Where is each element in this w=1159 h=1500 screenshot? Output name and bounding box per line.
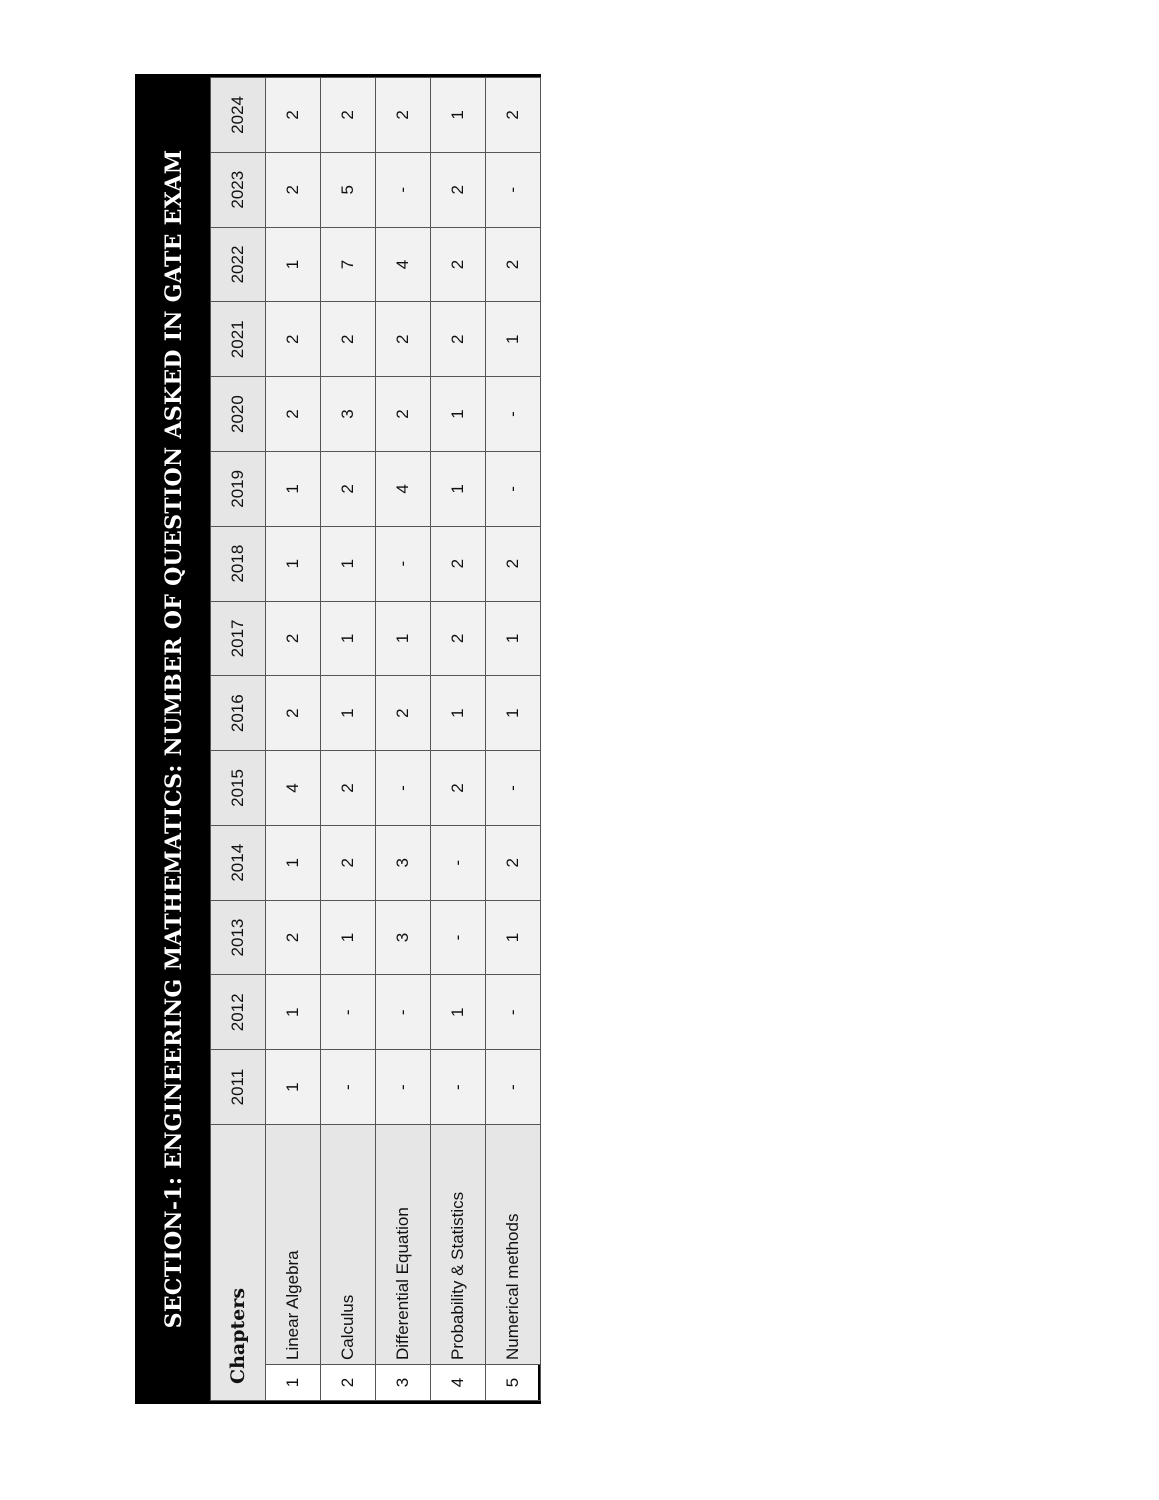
- year-header: 2016: [211, 676, 266, 751]
- gate-question-table-sheet: [135, 74, 541, 1404]
- question-count-cell: 2: [431, 751, 486, 826]
- year-header: 2018: [211, 526, 266, 601]
- question-count-cell: -: [486, 451, 541, 526]
- row-number: 1: [266, 1365, 321, 1401]
- year-header: 2022: [211, 227, 266, 302]
- question-count-cell: 4: [266, 751, 321, 826]
- question-count-cell: 3: [321, 377, 376, 452]
- chapter-name: Calculus: [321, 1124, 376, 1364]
- question-count-cell: 1: [266, 1050, 321, 1125]
- question-count-cell: 4: [376, 227, 431, 302]
- question-count-cell: 1: [486, 676, 541, 751]
- question-count-cell: 2: [431, 601, 486, 676]
- question-count-cell: 3: [376, 825, 431, 900]
- question-count-cell: 2: [376, 377, 431, 452]
- header-row: [211, 78, 266, 1401]
- questions-per-year-table: [210, 77, 541, 1401]
- question-count-cell: 1: [266, 451, 321, 526]
- question-count-cell: 2: [321, 451, 376, 526]
- question-count-cell: 1: [321, 900, 376, 975]
- question-count-cell: -: [321, 1050, 376, 1125]
- table-row: [321, 78, 376, 1401]
- year-header: 2024: [211, 78, 266, 153]
- table-body: [266, 78, 541, 1401]
- chapter-name: Probability & Statistics: [431, 1124, 486, 1364]
- question-count-cell: -: [376, 751, 431, 826]
- question-count-cell: 1: [431, 377, 486, 452]
- question-count-cell: 1: [266, 975, 321, 1050]
- table-row: [266, 78, 321, 1401]
- question-count-cell: 2: [486, 526, 541, 601]
- row-number: 4: [431, 1365, 486, 1401]
- question-count-cell: -: [376, 1050, 431, 1125]
- table-row: [376, 78, 431, 1401]
- question-count-cell: -: [376, 526, 431, 601]
- question-count-cell: 1: [486, 302, 541, 377]
- question-count-cell: 1: [431, 451, 486, 526]
- question-count-cell: 2: [486, 78, 541, 153]
- question-count-cell: -: [376, 152, 431, 227]
- year-header: 2011: [211, 1050, 266, 1125]
- question-count-cell: 1: [486, 900, 541, 975]
- question-count-cell: 1: [431, 78, 486, 153]
- question-count-cell: -: [486, 751, 541, 826]
- chapter-name: Numerical methods: [486, 1124, 541, 1364]
- year-header: 2013: [211, 900, 266, 975]
- question-count-cell: 2: [321, 825, 376, 900]
- question-count-cell: 2: [266, 152, 321, 227]
- question-count-cell: 2: [431, 526, 486, 601]
- question-count-cell: 2: [376, 302, 431, 377]
- question-count-cell: 2: [266, 676, 321, 751]
- question-count-cell: -: [321, 975, 376, 1050]
- question-count-cell: 1: [321, 526, 376, 601]
- question-count-cell: -: [431, 900, 486, 975]
- question-count-cell: 2: [486, 825, 541, 900]
- question-count-cell: 7: [321, 227, 376, 302]
- question-count-cell: 2: [266, 601, 321, 676]
- question-count-cell: 1: [266, 227, 321, 302]
- question-count-cell: 1: [321, 601, 376, 676]
- year-header: 2014: [211, 825, 266, 900]
- question-count-cell: 2: [266, 302, 321, 377]
- question-count-cell: 2: [486, 227, 541, 302]
- question-count-cell: 1: [321, 676, 376, 751]
- question-count-cell: 1: [376, 601, 431, 676]
- row-number: 5: [486, 1365, 541, 1401]
- question-count-cell: 2: [376, 78, 431, 153]
- question-count-cell: 2: [431, 302, 486, 377]
- question-count-cell: 2: [431, 152, 486, 227]
- year-header: 2023: [211, 152, 266, 227]
- question-count-cell: -: [486, 377, 541, 452]
- year-header: 2019: [211, 451, 266, 526]
- question-count-cell: 2: [376, 676, 431, 751]
- question-count-cell: -: [486, 1050, 541, 1125]
- chapter-name: Linear Algebra: [266, 1124, 321, 1364]
- question-count-cell: 5: [321, 152, 376, 227]
- question-count-cell: 2: [266, 900, 321, 975]
- year-header: 2012: [211, 975, 266, 1050]
- question-count-cell: -: [376, 975, 431, 1050]
- year-header: 2015: [211, 751, 266, 826]
- chapter-name: Differential Equation: [376, 1124, 431, 1364]
- question-count-cell: -: [486, 975, 541, 1050]
- question-count-cell: 1: [431, 975, 486, 1050]
- question-count-cell: 3: [376, 900, 431, 975]
- table-row: [486, 78, 541, 1401]
- question-count-cell: 1: [266, 825, 321, 900]
- year-header: 2020: [211, 377, 266, 452]
- question-count-cell: 1: [431, 676, 486, 751]
- year-header: 2021: [211, 302, 266, 377]
- question-count-cell: 2: [321, 302, 376, 377]
- question-count-cell: -: [431, 825, 486, 900]
- question-count-cell: -: [486, 152, 541, 227]
- table-row: [431, 78, 486, 1401]
- question-count-cell: 4: [376, 451, 431, 526]
- question-count-cell: 1: [266, 526, 321, 601]
- row-number: 2: [321, 1365, 376, 1401]
- question-count-cell: 2: [431, 227, 486, 302]
- year-header: 2017: [211, 601, 266, 676]
- question-count-cell: -: [431, 1050, 486, 1125]
- question-count-cell: 2: [266, 377, 321, 452]
- table-title: SECTION-1: ENGINEERING MATHEMATICS: NUMBER OF QUESTION ASKED IN GATE EXAM: [138, 77, 210, 1401]
- row-number: 3: [376, 1365, 431, 1401]
- question-count-cell: 2: [321, 751, 376, 826]
- question-count-cell: 2: [266, 78, 321, 153]
- question-count-cell: 1: [486, 601, 541, 676]
- chapters-header: Chapters: [211, 1124, 266, 1400]
- question-count-cell: 2: [321, 78, 376, 153]
